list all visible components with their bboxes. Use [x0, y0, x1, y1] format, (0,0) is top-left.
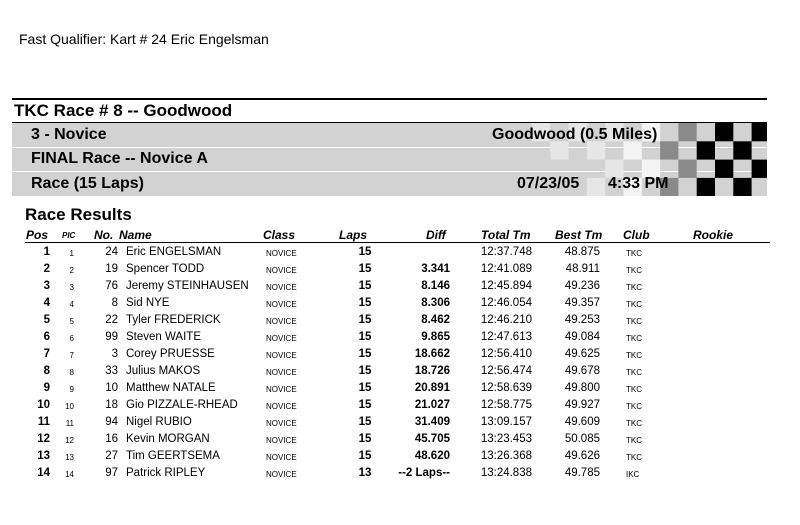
row-class: NOVICE — [266, 453, 297, 462]
row-kart-number: 27 — [105, 450, 118, 462]
row-best-time: 49.236 — [564, 280, 600, 292]
checker-square — [660, 141, 678, 159]
row-class: NOVICE — [266, 436, 297, 445]
row-class: NOVICE — [266, 317, 297, 326]
row-position: 1 — [43, 246, 50, 258]
checker-square — [697, 141, 715, 159]
row-pic: 13 — [65, 453, 74, 462]
row-class: NOVICE — [266, 334, 297, 343]
row-position: 10 — [37, 399, 50, 411]
row-class: NOVICE — [266, 351, 297, 360]
row-total-time: 12:46.054 — [480, 297, 532, 309]
race-date: 07/23/05 — [517, 175, 580, 192]
row-driver-name: Nigel RUBIO — [126, 416, 192, 428]
checker-square — [678, 160, 696, 178]
row-club: TKC — [626, 402, 642, 411]
row-best-time: 50.085 — [564, 433, 600, 445]
row-best-time: 49.785 — [564, 467, 600, 479]
row-club: TKC — [626, 300, 642, 309]
row-pic: 4 — [69, 300, 74, 309]
row-driver-name: Jeremy STEINHAUSEN — [126, 280, 249, 292]
row-position: 3 — [43, 280, 50, 292]
row-club: TKC — [626, 436, 642, 445]
row-total-time: 12:47.613 — [480, 331, 532, 343]
checker-square — [715, 160, 733, 178]
row-pic: 12 — [65, 436, 74, 445]
row-laps: 15 — [358, 263, 372, 275]
row-best-time: 49.625 — [564, 348, 600, 360]
row-class: NOVICE — [266, 249, 297, 258]
col-header-club: Club — [623, 228, 650, 242]
row-pic: 6 — [69, 334, 74, 343]
row-club: TKC — [626, 453, 642, 462]
row-laps: 15 — [358, 297, 372, 309]
row-best-time: 49.357 — [564, 297, 600, 309]
row-best-time: 49.800 — [564, 382, 600, 394]
row-best-time: 49.084 — [564, 331, 600, 343]
row-driver-name: Steven WAITE — [126, 331, 201, 343]
row-club: TKC — [626, 419, 642, 428]
row-pic: 2 — [69, 266, 74, 275]
row-diff: 18.726 — [414, 365, 450, 377]
col-header-no: No. — [94, 228, 114, 242]
row-class: NOVICE — [266, 266, 297, 275]
row-pic: 10 — [65, 402, 74, 411]
checker-square — [678, 123, 696, 141]
race-info-panel — [12, 123, 767, 196]
row-total-time: 12:37.748 — [480, 246, 532, 258]
row-laps: 15 — [358, 365, 372, 377]
checker-square — [733, 141, 751, 159]
race-label: FINAL Race -- Novice A — [31, 150, 208, 167]
track-label: Goodwood (0.5 Miles) — [492, 126, 658, 143]
checker-square — [624, 141, 642, 159]
row-laps: 15 — [358, 399, 372, 411]
row-laps: 15 — [358, 331, 372, 343]
row-diff: 18.662 — [414, 348, 450, 360]
fast-qualifier-note: Fast Qualifier: Kart # 24 Eric Engelsman — [19, 31, 269, 47]
row-class: NOVICE — [266, 470, 297, 479]
col-header-pic: PIC — [62, 231, 76, 240]
row-club: TKC — [626, 334, 642, 343]
row-position: 2 — [43, 263, 50, 275]
event-title-bar — [12, 98, 767, 124]
row-club: TKC — [626, 266, 642, 275]
row-total-time: 12:58.639 — [480, 382, 532, 394]
row-class: NOVICE — [266, 283, 297, 292]
row-kart-number: 3 — [111, 348, 118, 360]
row-diff: 3.341 — [421, 263, 450, 275]
laps-label: Race (15 Laps) — [31, 175, 144, 192]
row-laps: 15 — [358, 348, 372, 360]
row-best-time: 49.609 — [564, 416, 600, 428]
row-position: 5 — [43, 314, 50, 326]
row-pic: 5 — [69, 317, 74, 326]
checker-square — [550, 141, 568, 159]
row-class: NOVICE — [266, 402, 297, 411]
row-pic: 14 — [65, 470, 74, 479]
row-pic: 9 — [69, 385, 74, 394]
row-class: NOVICE — [266, 419, 297, 428]
row-laps: 15 — [358, 416, 372, 428]
row-kart-number: 99 — [105, 331, 118, 343]
row-club: TKC — [626, 351, 642, 360]
race-time: 4:33 PM — [608, 175, 669, 192]
row-kart-number: 8 — [111, 297, 118, 309]
col-header-laps: Laps — [339, 228, 368, 242]
results-heading: Race Results — [25, 205, 132, 224]
row-kart-number: 97 — [105, 467, 118, 479]
row-kart-number: 76 — [105, 280, 118, 292]
row-laps: 15 — [358, 280, 372, 292]
col-header-class: Class — [263, 228, 296, 242]
row-laps: 15 — [358, 433, 372, 445]
row-diff: --2 Laps-- — [398, 467, 450, 479]
row-club: TKC — [626, 283, 642, 292]
row-driver-name: Matthew NATALE — [126, 382, 216, 394]
row-driver-name: Kevin MORGAN — [126, 433, 210, 445]
row-total-time: 12:45.894 — [480, 280, 532, 292]
row-club: TKC — [626, 249, 642, 258]
row-total-time: 13:26.368 — [480, 450, 532, 462]
row-total-time: 12:41.089 — [480, 263, 532, 275]
col-header-diff: Diff — [426, 228, 446, 242]
row-position: 6 — [43, 331, 50, 343]
row-position: 9 — [43, 382, 50, 394]
checker-square — [587, 141, 605, 159]
row-diff: 8.306 — [421, 297, 450, 309]
row-laps: 13 — [358, 467, 372, 479]
col-header-rookie: Rookie — [693, 228, 734, 242]
checker-square — [697, 178, 715, 196]
row-club: TKC — [626, 368, 642, 377]
row-diff: 8.146 — [421, 280, 450, 292]
row-club: TKC — [626, 385, 642, 394]
row-best-time: 49.678 — [564, 365, 600, 377]
row-total-time: 13:23.453 — [480, 433, 532, 445]
row-driver-name: Patrick RIPLEY — [126, 467, 206, 479]
row-club: TKC — [626, 317, 642, 326]
row-pic: 7 — [69, 351, 74, 360]
row-diff: 8.462 — [421, 314, 450, 326]
row-laps: 15 — [358, 246, 372, 258]
row-driver-name: Spencer TODD — [126, 263, 205, 275]
col-header-total: Total Tm — [481, 228, 531, 242]
row-total-time: 12:58.775 — [480, 399, 532, 411]
row-position: 12 — [37, 433, 50, 445]
col-header-pos: Pos — [26, 228, 49, 242]
row-class: NOVICE — [266, 368, 297, 377]
row-diff: 45.705 — [414, 433, 450, 445]
row-best-time: 49.253 — [564, 314, 600, 326]
row-position: 8 — [43, 365, 50, 377]
row-class: NOVICE — [266, 385, 297, 394]
row-diff: 31.409 — [414, 416, 450, 428]
checker-square — [752, 123, 767, 141]
row-best-time: 49.927 — [564, 399, 600, 411]
row-driver-name: Gio PIZZALE-RHEAD — [126, 399, 238, 411]
row-class: NOVICE — [266, 300, 297, 309]
col-header-best: Best Tm — [555, 228, 603, 242]
header-rule — [25, 242, 770, 243]
row-club: IKC — [626, 470, 640, 479]
row-kart-number: 22 — [105, 314, 118, 326]
row-position: 14 — [37, 467, 50, 479]
row-pic: 11 — [65, 419, 74, 428]
row-best-time: 48.911 — [565, 263, 600, 275]
row-position: 4 — [43, 297, 50, 309]
row-pic: 3 — [69, 283, 74, 292]
row-driver-name: Corey PRUESSE — [126, 348, 215, 360]
row-position: 7 — [43, 348, 50, 360]
row-laps: 15 — [358, 314, 372, 326]
row-total-time: 13:09.157 — [480, 416, 532, 428]
checker-square — [733, 178, 751, 196]
row-pic: 1 — [69, 249, 74, 258]
row-position: 13 — [37, 450, 50, 462]
row-pic: 8 — [69, 368, 74, 377]
row-diff: 9.865 — [421, 331, 450, 343]
col-header-name: Name — [119, 228, 152, 242]
row-total-time: 12:56.410 — [480, 348, 532, 360]
row-driver-name: Tyler FREDERICK — [126, 314, 221, 326]
checker-square — [587, 178, 605, 196]
row-diff: 20.891 — [414, 382, 450, 394]
row-driver-name: Julius MAKOS — [126, 365, 201, 377]
row-total-time: 12:46.210 — [480, 314, 532, 326]
row-laps: 15 — [358, 450, 372, 462]
row-best-time: 48.875 — [564, 246, 600, 258]
class-label: 3 - Novice — [31, 126, 107, 143]
row-kart-number: 94 — [105, 416, 118, 428]
checker-square — [715, 123, 733, 141]
row-driver-name: Tim GEERTSEMA — [126, 450, 220, 462]
row-kart-number: 18 — [105, 399, 118, 411]
row-position: 11 — [37, 416, 50, 428]
row-kart-number: 19 — [105, 263, 118, 275]
row-best-time: 49.626 — [564, 450, 600, 462]
row-driver-name: Sid NYE — [126, 297, 170, 309]
row-kart-number: 16 — [105, 433, 118, 445]
row-total-time: 13:24.838 — [480, 467, 532, 479]
checker-square — [752, 160, 767, 178]
row-driver-name: Eric ENGELSMAN — [126, 246, 222, 258]
row-kart-number: 10 — [105, 382, 118, 394]
row-kart-number: 33 — [105, 365, 118, 377]
row-total-time: 12:56.474 — [480, 365, 532, 377]
event-title: TKC Race # 8 -- Goodwood — [14, 101, 233, 120]
row-diff: 48.620 — [414, 450, 450, 462]
row-laps: 15 — [358, 382, 372, 394]
row-diff: 21.027 — [414, 399, 450, 411]
row-kart-number: 24 — [105, 246, 118, 258]
